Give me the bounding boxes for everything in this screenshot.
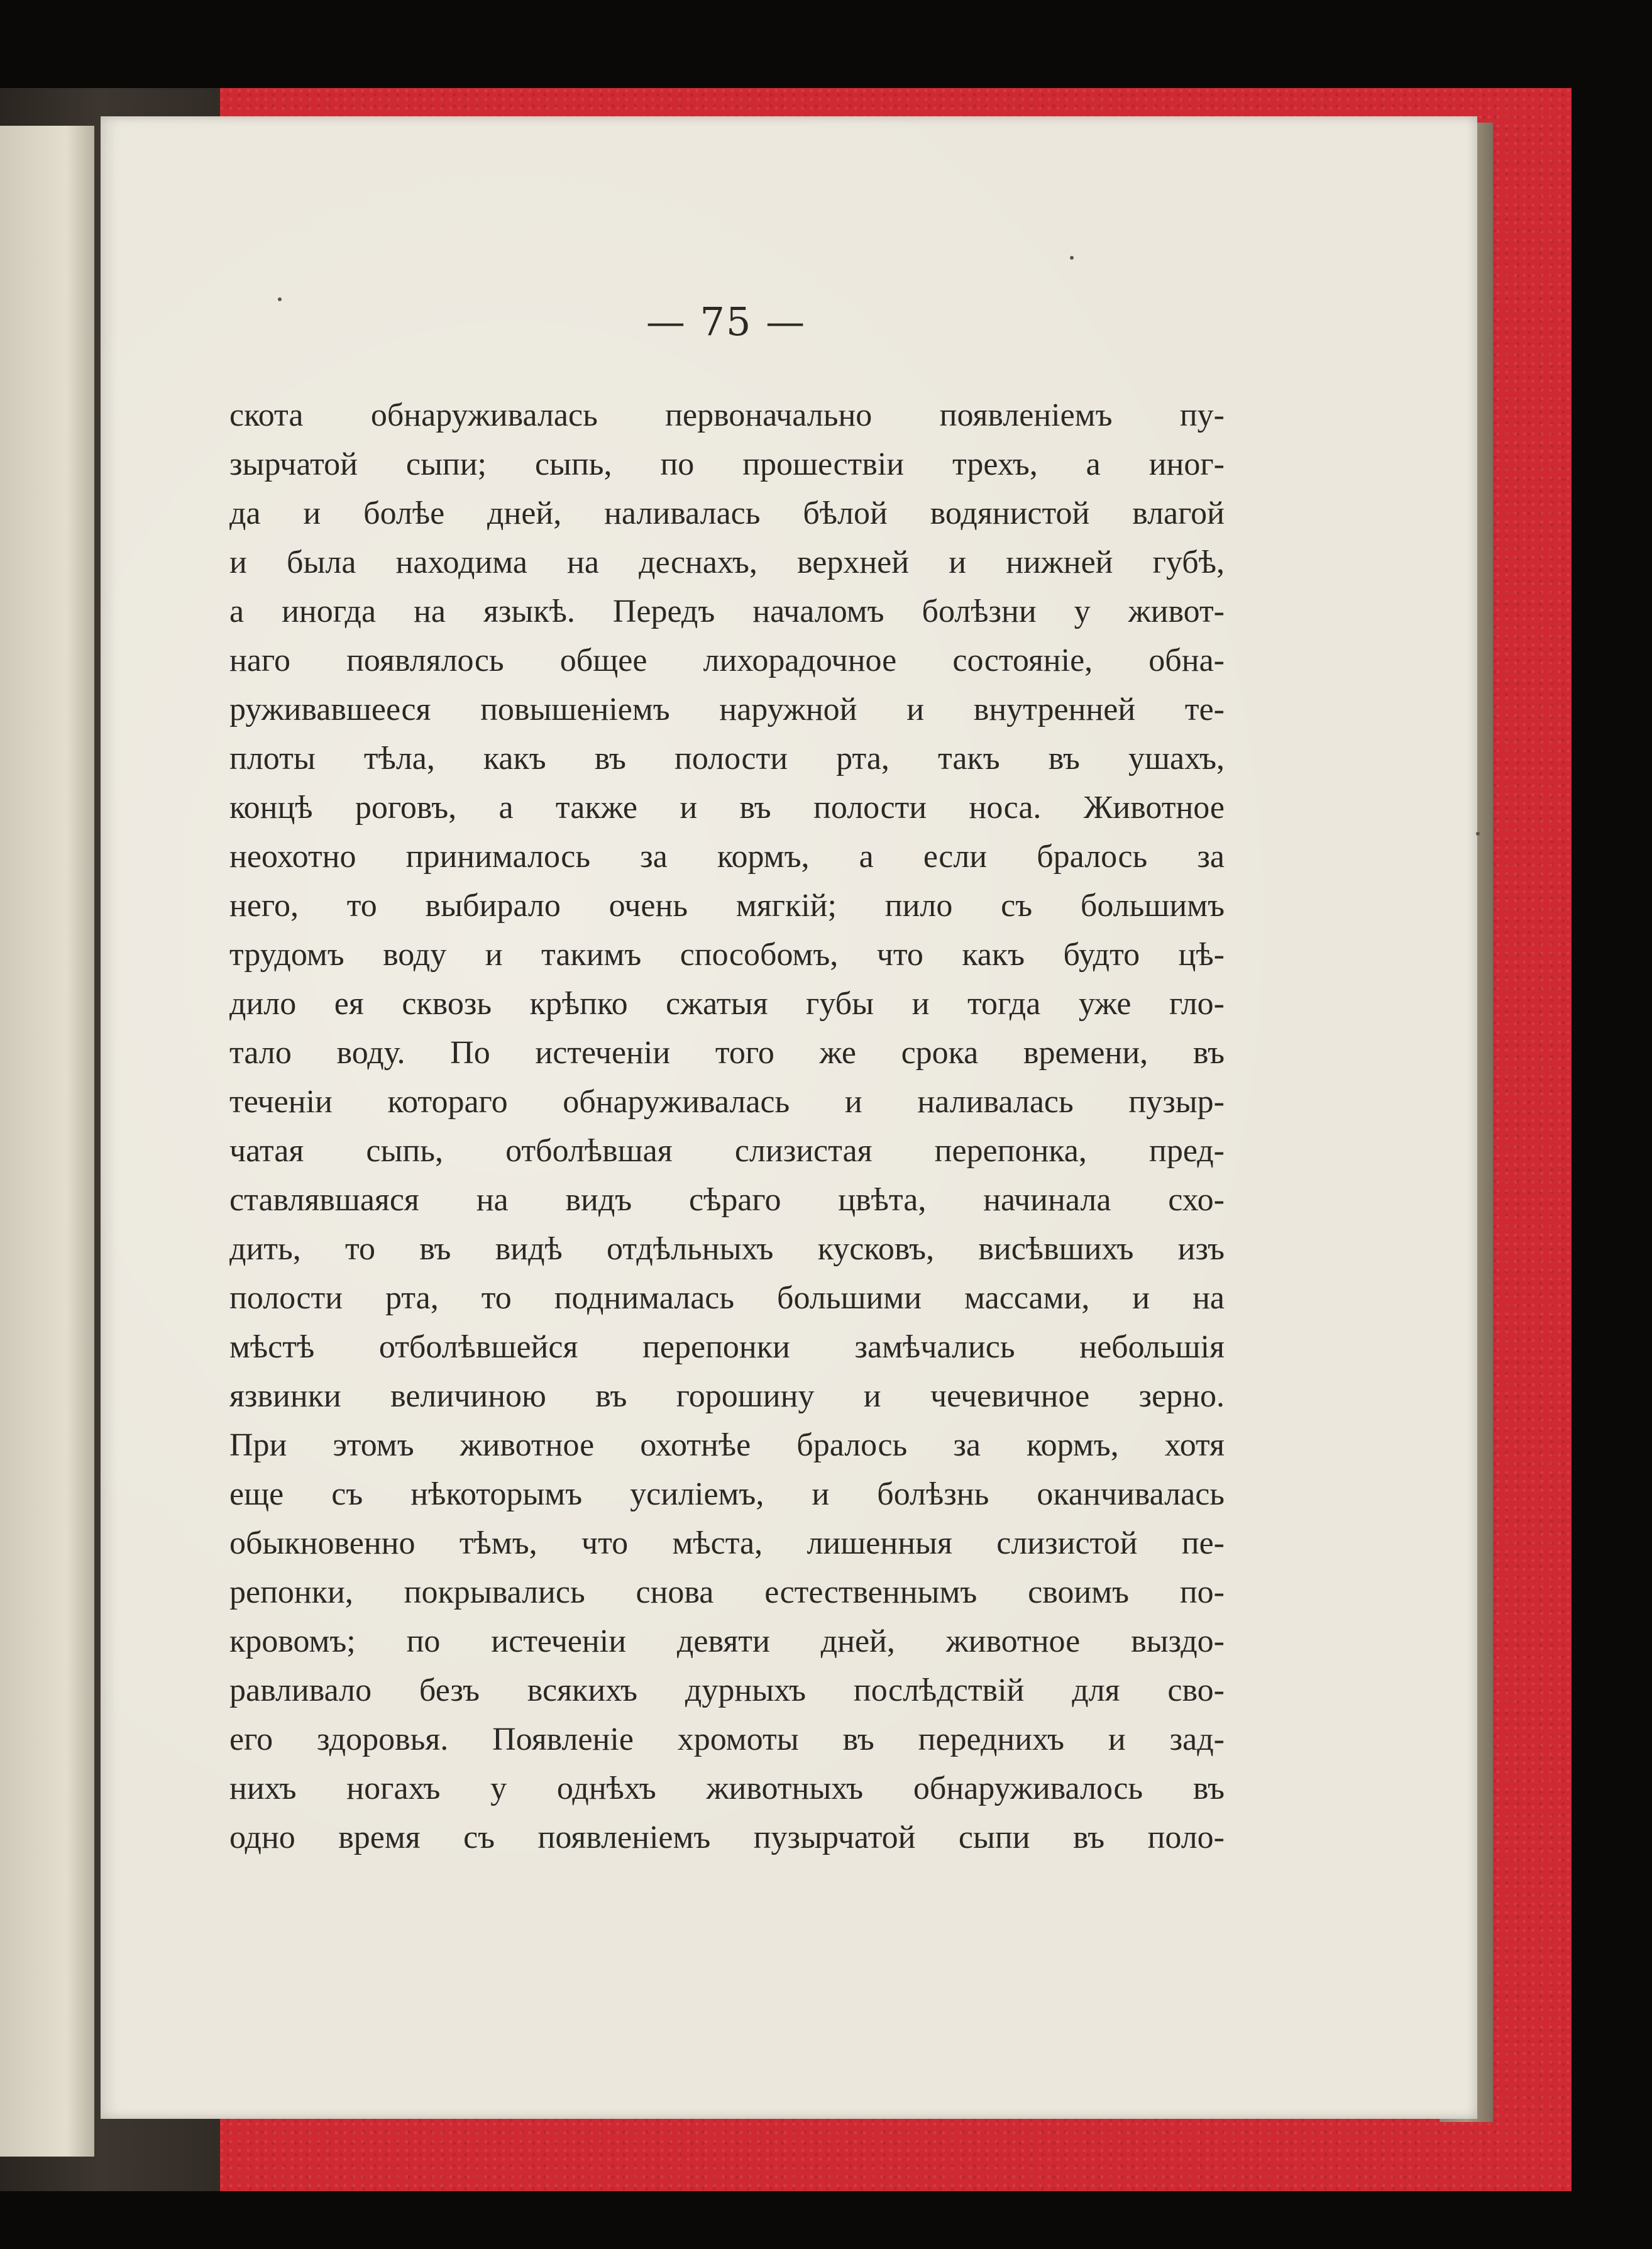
text-line: него, то выбирало очень мягкій; пило съ большимъ: [229, 888, 1225, 924]
text-line: обыкновенно тѣмъ, что мѣста, лишенныя слизистой пе-: [229, 1525, 1225, 1561]
text-line: равливало безъ всякихъ дурныхъ послѣдствій для сво-: [229, 1672, 1225, 1708]
text-line: кровомъ; по истеченіи девяти дней, животное выздо-: [229, 1623, 1225, 1659]
text-line: мѣстѣ отболѣвшейся перепонки замѣчались небольшія: [229, 1329, 1225, 1365]
page-number: — 75 —: [646, 299, 807, 345]
paper-speck: [1070, 256, 1074, 260]
text-line: а иногда на языкѣ. Передъ началомъ болѣзни у живот-: [229, 594, 1225, 629]
left-facing-page: [0, 126, 94, 2157]
text-line: зырчатой сыпи; сыпь, по прошествіи трехъ, а иног-: [229, 446, 1225, 482]
text-line: и была находима на деснахъ, верхней и нижней губѣ,: [229, 544, 1225, 580]
text-line: одно время съ появленіемъ пузырчатой сыпи въ поло-: [229, 1820, 1225, 1855]
text-line: теченіи котораго обнаруживалась и наливалась пузыр-: [229, 1084, 1225, 1120]
text-line: наго появлялось общее лихорадочное состояніе, обна-: [229, 643, 1225, 678]
text-line: неохотно принималось за кормъ, а если бралось за: [229, 839, 1225, 875]
text-line: еще съ нѣкоторымъ усиліемъ, и болѣзнь оканчивалась: [229, 1476, 1225, 1512]
text-line: нихъ ногахъ у однѣхъ животныхъ обнаруживалось въ: [229, 1771, 1225, 1806]
text-line: язвинки величиною въ горошину и чечевичное зерно.: [229, 1378, 1225, 1414]
paper-speck: [1476, 832, 1480, 836]
text-line: При этомъ животное охотнѣе бралось за кормъ, хотя: [229, 1427, 1225, 1463]
text-line: его здоровья. Появленіе хромоты въ переднихъ и зад-: [229, 1721, 1225, 1757]
text-line: дило ея сквозь крѣпко сжатыя губы и тогда уже гло-: [229, 986, 1225, 1022]
text-line: да и болѣе дней, наливалась бѣлой водянистой влагой: [229, 495, 1225, 531]
text-line: дить, то въ видѣ отдѣльныхъ кусковъ, висѣвшихъ изъ: [229, 1231, 1225, 1267]
text-line: чатая сыпь, отболѣвшая слизистая перепонка, пред-: [229, 1133, 1225, 1169]
text-line: скота обнаруживалась первоначально появленіемъ пу-: [229, 397, 1225, 433]
text-line: концѣ роговъ, а также и въ полости носа. Животное: [229, 790, 1225, 826]
text-line: репонки, покрывались снова естественнымъ своимъ по-: [229, 1574, 1225, 1610]
text-line: тало воду. По истеченіи того же срока времени, въ: [229, 1035, 1225, 1071]
body-text: [229, 391, 1225, 1862]
text-line: руживавшееся повышеніемъ наружной и внутренней те-: [229, 692, 1225, 727]
text-line: трудомъ воду и такимъ способомъ, что какъ будто цѣ-: [229, 937, 1225, 973]
text-line: ставлявшаяся на видъ сѣраго цвѣта, начинала схо-: [229, 1182, 1225, 1218]
text-line: полости рта, то поднималась большими массами, и на: [229, 1280, 1225, 1316]
text-line: плоты тѣла, какъ въ полости рта, такъ въ ушахъ,: [229, 741, 1225, 776]
